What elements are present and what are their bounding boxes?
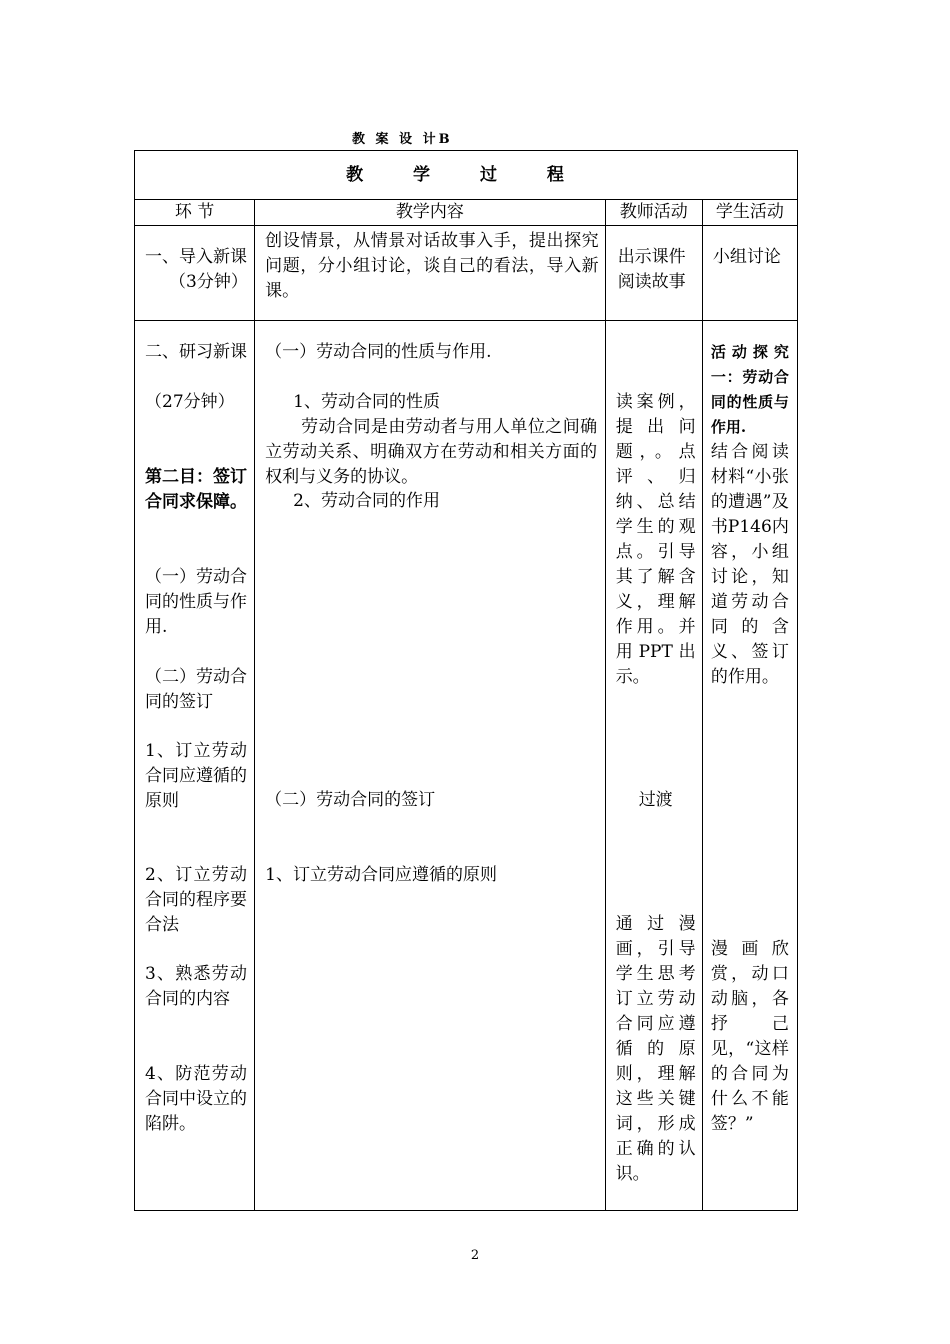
stage-time: （27分钟）: [145, 392, 235, 412]
row2-student: [702, 321, 797, 1211]
content-point-3: 1、订立劳动合同应遵循的原则: [265, 865, 497, 885]
stage-item-1: （一）劳动合同的性质与作用.: [145, 567, 247, 637]
content-heading-1: （一）劳动合同的性质与作用.: [265, 342, 492, 362]
header-stage: 环 节: [135, 200, 255, 226]
student-activity-2: 漫画欣赏，动口动脑，各抒己见，“这样的合同为什么不能签？”: [710, 939, 789, 1134]
content-point-1-text: 劳动合同是由劳动者与用人单位之间确立劳动关系、明确双方在劳动和相关方面的权利与义务的协议。: [265, 417, 598, 487]
header-content: 教学内容: [255, 200, 606, 226]
teaching-process-table: [134, 150, 798, 1211]
teacher-activity-2: 过渡: [638, 790, 673, 810]
row1-content: [255, 226, 606, 321]
teacher-activity-1: 读案例，提出问题，。点评、归纳、总结学生的观点。引导其了解含义，理解作用。并用PPT出示。: [615, 392, 696, 687]
content-heading-2: （二）劳动合同的签订: [265, 790, 436, 810]
row2-teacher: [605, 321, 702, 1211]
header-student: 学生活动: [702, 200, 797, 226]
row2-stage: [135, 321, 255, 1211]
document-title: 教 案 设 计B: [352, 132, 453, 147]
stage-section: 第二目：签订合同求保障。: [145, 467, 247, 512]
row1-stage-time: （3分钟）: [169, 272, 248, 292]
row1-stage: [135, 226, 255, 321]
student-activity-1: 结合阅读材料“小张的遭遇”及书P146内容，小组讨论，知道劳动合同的含义、签订的作用。: [710, 442, 789, 687]
header-teacher: 教师活动: [605, 200, 702, 226]
teacher-activity-3: 通过漫画，引导学生思考订立劳动合同应遵循的原则，理解这些关键词，形成正确的认识。: [615, 914, 696, 1184]
content-point-2: 2、劳动合同的作用: [293, 491, 440, 511]
student-activity-heading: 活动探究一：劳动合同的性质与作用.: [710, 343, 789, 436]
row1-teacher-text: 出示课件阅读故事: [617, 247, 686, 292]
page-number: 2: [470, 1248, 480, 1263]
stage-item-4: 2、订立劳动合同的程序要合法: [145, 865, 247, 935]
row2-content: [255, 321, 606, 1211]
stage-item-6: 4、防范劳动合同中设立的陷阱。: [145, 1064, 247, 1134]
row1-student: [702, 226, 797, 321]
content-point-1: 1、劳动合同的性质: [293, 392, 440, 412]
stage-item-5: 3、熟悉劳动合同的内容: [145, 964, 247, 1009]
table-title: 教 学 过 程: [135, 151, 798, 200]
row1-content-text: 创设情景，从情景对话故事入手，提出探究问题，分小组讨论，谈自己的看法，导入新课。: [265, 231, 599, 301]
stage-item-2: （二）劳动合同的签订: [145, 667, 247, 712]
row1-stage-title: 一、导入新课: [145, 247, 247, 267]
row1-teacher: [605, 226, 702, 321]
row1-student-text: 小组讨论: [712, 247, 781, 267]
stage-title: 二、研习新课: [145, 342, 247, 362]
stage-item-3: 1、订立劳动合同应遵循的原则: [145, 741, 247, 811]
